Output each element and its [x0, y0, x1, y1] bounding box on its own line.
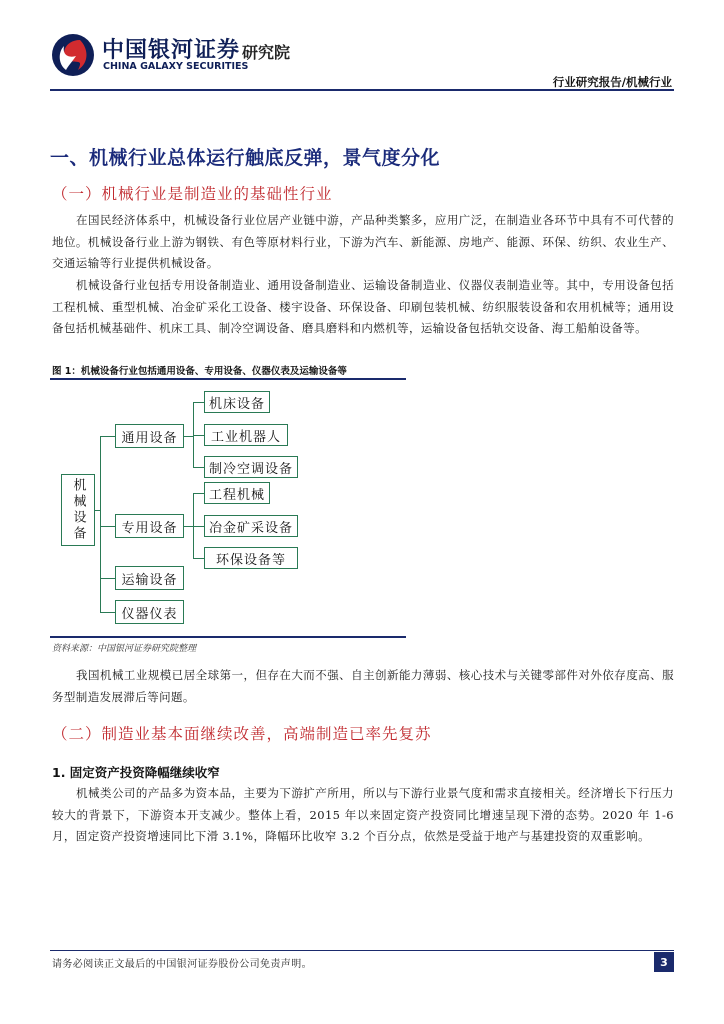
node-machine-tools: 机床设备 [204, 391, 270, 413]
node-instruments: 仪器仪表 [115, 600, 184, 624]
paragraph-4 [52, 783, 674, 848]
connector [100, 612, 115, 613]
company-logo [50, 30, 300, 80]
figure-bottom-rule [50, 636, 406, 638]
section-heading: 一、机械行业总体运行触底反弹，景气度分化 [50, 147, 441, 169]
node-environmental-equipment: 环保设备等 [204, 547, 298, 569]
node-mining-equipment: 冶金矿采设备 [204, 515, 298, 537]
subsection-heading-1: （一）机械行业是制造业的基础性行业 [52, 185, 333, 203]
node-special-equipment: 专用设备 [115, 514, 184, 538]
node-industrial-robot: 工业机器人 [204, 424, 288, 446]
figure-title: 图 1：机械设备行业包括通用设备、专用设备、仪器仪表及运输设备等 [52, 366, 347, 377]
paragraph-2 [52, 275, 674, 340]
figure-top-rule [50, 378, 406, 380]
logo-institute: 研究院 [242, 43, 291, 62]
page-number: 3 [654, 952, 674, 972]
connector [193, 435, 204, 436]
connector [100, 578, 115, 579]
connector [193, 467, 204, 468]
disclaimer-notice: 请务必阅读正文最后的中国银河证券股份公司免责声明。 [52, 959, 312, 970]
paragraph-3 [52, 665, 674, 708]
sub-subsection-heading: 1. 固定资产投资降幅继续收窄 [52, 765, 220, 780]
header-divider [50, 89, 674, 91]
node-transport-equipment: 运输设备 [115, 566, 184, 590]
node-refrigeration-equipment: 制冷空调设备 [204, 456, 298, 478]
connector [193, 493, 204, 494]
paragraph-1-text: 在国民经济体系中，机械设备行业位居产业链中游，产品种类繁多，应用广泛，在制造业各环节中具有不可代替的地位。机械设备行业上游为钢铁、有色等原材料行业，下游为汽车、新能源、房地产、能源、环保、纺织、农业生产、交通运输等行业提供机械设备。 [52, 213, 674, 270]
connector [193, 526, 204, 527]
paragraph-4-text: 机械类公司的产品多为资本品，主要为下游扩产所用，所以与下游行业景气度和需求直接相关。经济增长下行压力较大的背景下，下游资本开支减少。整体上看，2015 年以来固定资产投资同比增速呈现下滑的态势。2020 年 1-6 月，固定资产投资增速同比下滑 3.1%，降幅环比收窄 3.2 个百分点，依然是受益于地产与基建投资的双重影响。 [52, 786, 674, 843]
paragraph-1 [52, 210, 674, 275]
logo-chinese-name: 中国银河证券 [102, 38, 241, 63]
footer-divider [50, 950, 674, 951]
node-general-equipment: 通用设备 [115, 424, 184, 448]
node-machinery-equipment: 机械设备 [61, 474, 95, 546]
connector [193, 558, 204, 559]
subsection-heading-2: （二）制造业基本面继续改善，高端制造已率先复苏 [52, 725, 432, 743]
connector [100, 436, 115, 437]
connector [100, 436, 101, 613]
report-type: 行业研究报告/机械行业 [552, 75, 672, 89]
connector [193, 402, 204, 403]
paragraph-2-text: 机械设备行业包括专用设备制造业、通用设备制造业、运输设备制造业、仪器仪表制造业等。其中，专用设备包括工程机械、重型机械、冶金矿采化工设备、楼宇设备、环保设备、印刷包装机械、纺织服装设备和农用机械等；通用设备包括机械基础件、机床工具、制冷空调设备、磨具磨料和内燃机等，运输设备包括轨交设备、海工船舶设备等。 [52, 278, 674, 335]
node-construction-machinery: 工程机械 [204, 482, 270, 504]
figure-source: 资料来源：中国银河证券研究院整理 [52, 644, 197, 654]
logo-english-name: CHINA GALAXY SECURITIES [103, 61, 249, 72]
paragraph-3-text: 我国机械工业规模已居全球第一，但存在大而不强、自主创新能力薄弱、核心技术与关键零部件对外依存度高、服务型制造发展滞后等问题。 [52, 668, 674, 704]
galaxy-logo-icon [50, 32, 96, 78]
connector [100, 526, 115, 527]
